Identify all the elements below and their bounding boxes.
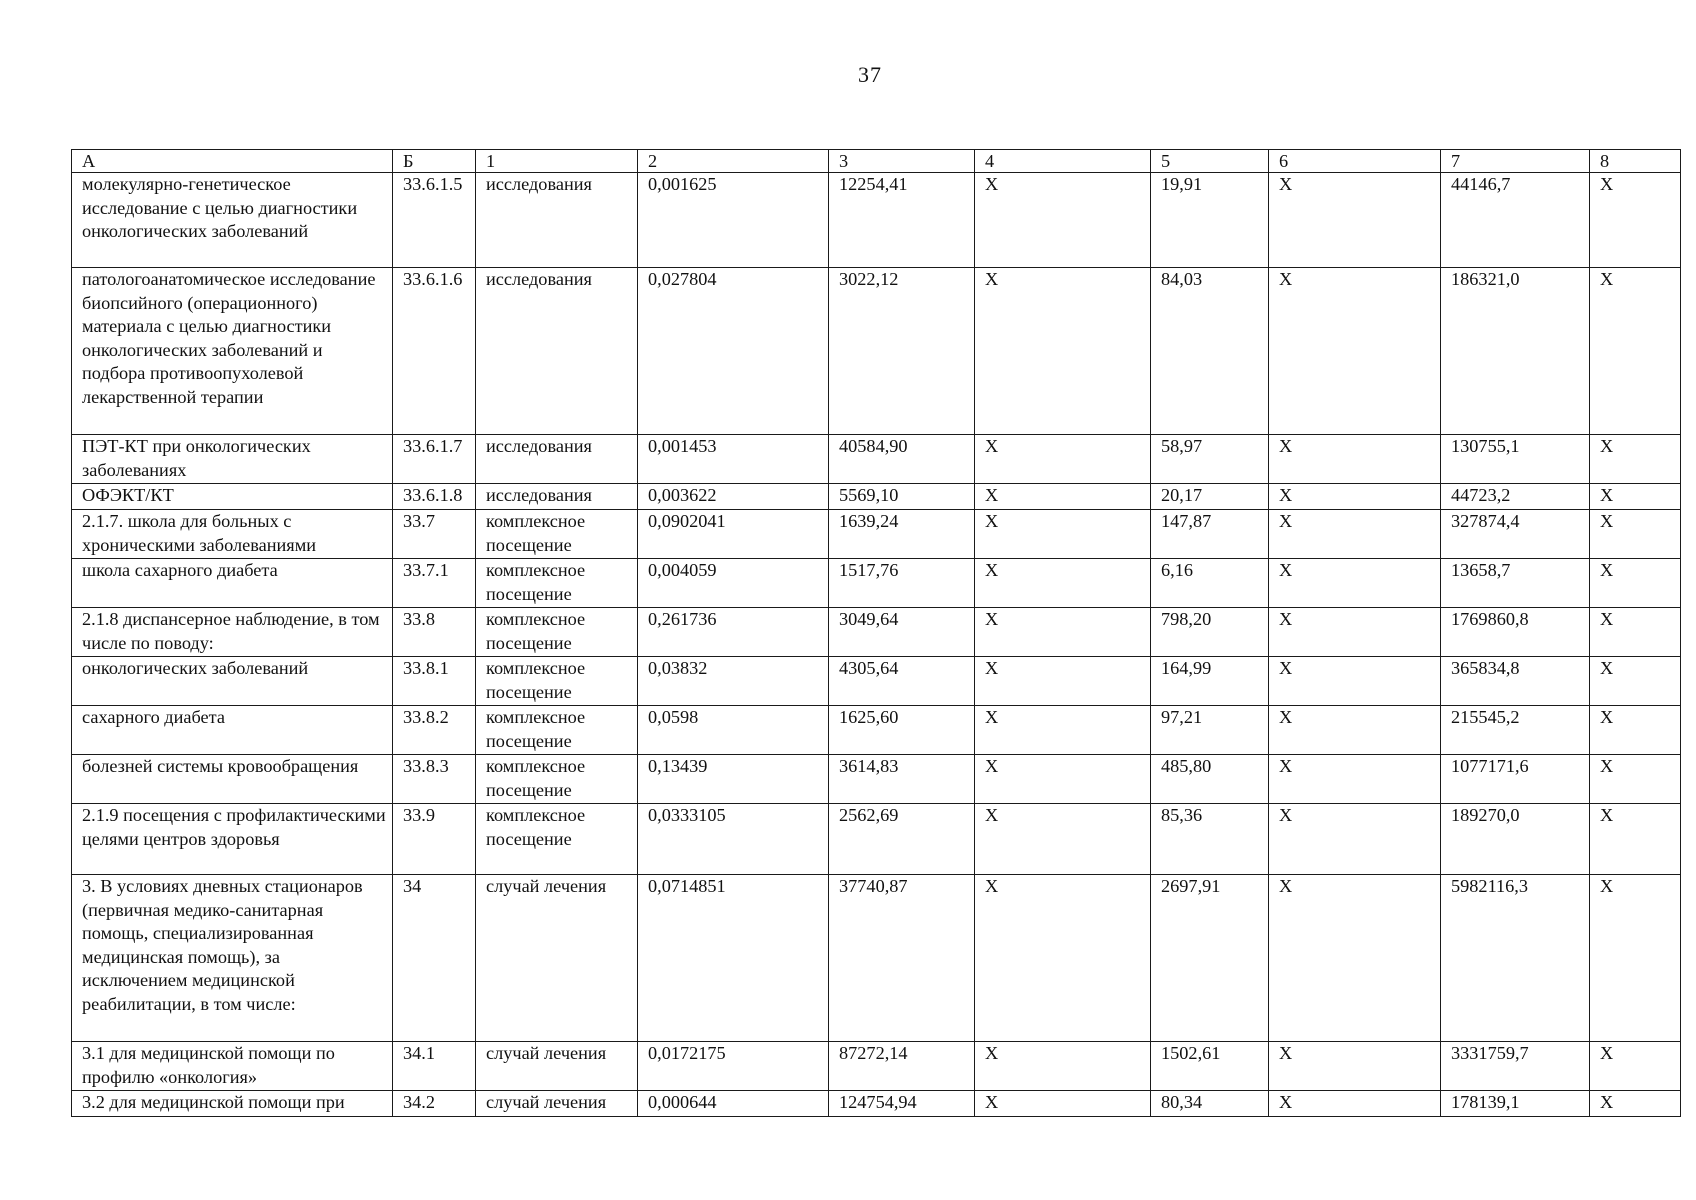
table-row [72,657,1681,706]
table-cell: болезней системы кровообращения [72,755,393,804]
table-cell: 44723,2 [1441,484,1590,510]
table-cell: Х [1590,484,1681,510]
table-cell: 34.1 [393,1042,476,1091]
table-cell: Х [1269,435,1441,484]
table-cell: 178139,1 [1441,1091,1590,1117]
table-cell: Х [975,510,1151,559]
table-cell: Х [1269,608,1441,657]
table-cell: 0,0902041 [638,510,829,559]
table-cell: Х [975,657,1151,706]
table-cell: 37740,87 [829,875,975,1042]
table-cell: 0,13439 [638,755,829,804]
table-cell: комплексное посещение [476,657,638,706]
table-cell: сахарного диабета [72,706,393,755]
table-cell: ОФЭКТ/КТ [72,484,393,510]
table-cell: Х [1590,608,1681,657]
table-cell: 186321,0 [1441,268,1590,435]
table-cell: 33.7.1 [393,559,476,608]
table-cell: 97,21 [1151,706,1269,755]
table-cell: комплексное посещение [476,706,638,755]
table-cell: 3049,64 [829,608,975,657]
table-cell: 34.2 [393,1091,476,1117]
table-row [72,559,1681,608]
table-cell: Х [1269,484,1441,510]
table-cell: 1639,24 [829,510,975,559]
table-cell: Х [975,559,1151,608]
table-cell: молекулярно-генетическое исследование с целью диагностики онкологических заболеваний [72,173,393,268]
table-cell: 19,91 [1151,173,1269,268]
table-cell: 2697,91 [1151,875,1269,1042]
table-cell: 58,97 [1151,435,1269,484]
table-cell: 33.8.3 [393,755,476,804]
table-cell: 4305,64 [829,657,975,706]
table-cell: комплексное посещение [476,510,638,559]
table-cell: 147,87 [1151,510,1269,559]
table-cell: 798,20 [1151,608,1269,657]
column-header: 1 [476,150,638,173]
table-cell: 12254,41 [829,173,975,268]
table-cell: Х [975,804,1151,875]
table-cell: 1077171,6 [1441,755,1590,804]
table-cell: Х [975,173,1151,268]
table-cell: 80,34 [1151,1091,1269,1117]
table-cell: 1517,76 [829,559,975,608]
page-number: 37 [858,62,882,87]
table-cell: Х [1590,657,1681,706]
table-cell: 164,99 [1151,657,1269,706]
table-cell: Х [1590,510,1681,559]
column-header: 5 [1151,150,1269,173]
table-cell: Х [975,435,1151,484]
table-cell: 3614,83 [829,755,975,804]
table-cell: Х [975,608,1151,657]
table-cell: 327874,4 [1441,510,1590,559]
table-cell: 3. В условиях дневных стационаров (первичная медико-санитарная помощь, специализированная медицинская помощь), за исключением медицинской реабилитации, в том числе: [72,875,393,1042]
table-cell: 2562,69 [829,804,975,875]
table-cell: 0,0172175 [638,1042,829,1091]
table-cell: 0,004059 [638,559,829,608]
table-cell: 1769860,8 [1441,608,1590,657]
table-cell: Х [1269,657,1441,706]
column-header: Б [393,150,476,173]
table-row [72,1091,1681,1117]
table-row [72,173,1681,268]
table-cell: Х [975,875,1151,1042]
table-body [72,150,1681,1117]
table-cell: Х [975,484,1151,510]
table-cell: 44146,7 [1441,173,1590,268]
table-cell: Х [1269,1091,1441,1117]
table-cell: 33.6.1.6 [393,268,476,435]
table-row [72,755,1681,804]
table-cell: Х [1590,1042,1681,1091]
table-row [72,484,1681,510]
table-row [72,608,1681,657]
table-cell: 0,001453 [638,435,829,484]
table-cell: 0,0598 [638,706,829,755]
table-cell: комплексное посещение [476,755,638,804]
table-row [72,875,1681,1042]
table-row [72,268,1681,435]
table-cell: 0,003622 [638,484,829,510]
table-cell: Х [1590,435,1681,484]
table-row [72,1042,1681,1091]
column-header: 8 [1590,150,1681,173]
table-cell: Х [1269,755,1441,804]
table-row [72,706,1681,755]
table-cell: 33.6.1.7 [393,435,476,484]
table-cell: 189270,0 [1441,804,1590,875]
table-cell: Х [1590,268,1681,435]
table-row [72,804,1681,875]
table-cell: 3331759,7 [1441,1042,1590,1091]
table-cell: Х [1269,804,1441,875]
table-cell: Х [1269,559,1441,608]
table-cell: 0,001625 [638,173,829,268]
column-header: 2 [638,150,829,173]
table-cell: Х [1269,1042,1441,1091]
table-cell: Х [1590,173,1681,268]
table-cell: 0,0714851 [638,875,829,1042]
table-cell: 3.2 для медицинской помощи при [72,1091,393,1117]
table-cell: 485,80 [1151,755,1269,804]
table-cell: 0,03832 [638,657,829,706]
table-cell: Х [1590,804,1681,875]
table-cell: 365834,8 [1441,657,1590,706]
table-cell: 3022,12 [829,268,975,435]
table-cell: 0,000644 [638,1091,829,1117]
table-cell: Х [975,1091,1151,1117]
data-table [71,149,1681,1117]
table-cell: 1625,60 [829,706,975,755]
table-cell: Х [975,706,1151,755]
table-cell: исследования [476,484,638,510]
table-cell: 3.1 для медицинской помощи по профилю «онкология» [72,1042,393,1091]
table-cell: 85,36 [1151,804,1269,875]
table-cell: Х [975,1042,1151,1091]
table-cell: 0,0333105 [638,804,829,875]
table-header-row [72,150,1681,173]
table-cell: комплексное посещение [476,608,638,657]
column-header: 7 [1441,150,1590,173]
table-cell: 130755,1 [1441,435,1590,484]
table-cell: 1502,61 [1151,1042,1269,1091]
table-cell: 87272,14 [829,1042,975,1091]
table-cell: Х [975,755,1151,804]
table-cell: 215545,2 [1441,706,1590,755]
table-cell: 34 [393,875,476,1042]
column-header: 6 [1269,150,1441,173]
table-cell: 33.8.2 [393,706,476,755]
table-cell: 33.8.1 [393,657,476,706]
table-cell: 5982116,3 [1441,875,1590,1042]
table-cell: комплексное посещение [476,559,638,608]
table-cell: 2.1.9 посещения с профилактическими целями центров здоровья [72,804,393,875]
table-row [72,510,1681,559]
table-cell: Х [1269,510,1441,559]
table-cell: комплексное посещение [476,804,638,875]
column-header: 3 [829,150,975,173]
table-cell: онкологических заболеваний [72,657,393,706]
column-header: А [72,150,393,173]
table-cell: 5569,10 [829,484,975,510]
table-cell: исследования [476,173,638,268]
table-cell: 6,16 [1151,559,1269,608]
table-cell: Х [1269,173,1441,268]
table-cell: 0,027804 [638,268,829,435]
table-cell: Х [1269,875,1441,1042]
table-cell: Х [1590,875,1681,1042]
table-cell: 2.1.8 диспансерное наблюдение, в том числе по поводу: [72,608,393,657]
table-cell: 33.8 [393,608,476,657]
table-cell: 124754,94 [829,1091,975,1117]
table-cell: Х [1269,706,1441,755]
table-cell: Х [1590,706,1681,755]
table-cell: 33.6.1.5 [393,173,476,268]
table-cell: исследования [476,435,638,484]
table-cell: Х [1590,755,1681,804]
table-cell: 33.6.1.8 [393,484,476,510]
table-cell: Х [1269,268,1441,435]
table-cell: 40584,90 [829,435,975,484]
table-cell: 0,261736 [638,608,829,657]
table-cell: патологоанатомическое исследование биопсийного (операционного) материала с целью диагностики онкологических заболеваний и подбора противоопухолевой лекарственной терапии [72,268,393,435]
table-cell: ПЭТ-КТ при онкологических заболеваниях [72,435,393,484]
table-row [72,435,1681,484]
column-header: 4 [975,150,1151,173]
table-cell: 84,03 [1151,268,1269,435]
table-cell: школа сахарного диабета [72,559,393,608]
table-cell: исследования [476,268,638,435]
table-cell: 13658,7 [1441,559,1590,608]
table-cell: Х [975,268,1151,435]
table-cell: 33.7 [393,510,476,559]
table-cell: 33.9 [393,804,476,875]
table-cell: Х [1590,1091,1681,1117]
table-cell: случай лечения [476,1091,638,1117]
table-cell: случай лечения [476,875,638,1042]
table-cell: 2.1.7. школа для больных с хроническими заболеваниями [72,510,393,559]
table-cell: 20,17 [1151,484,1269,510]
table-cell: Х [1590,559,1681,608]
table-cell: случай лечения [476,1042,638,1091]
